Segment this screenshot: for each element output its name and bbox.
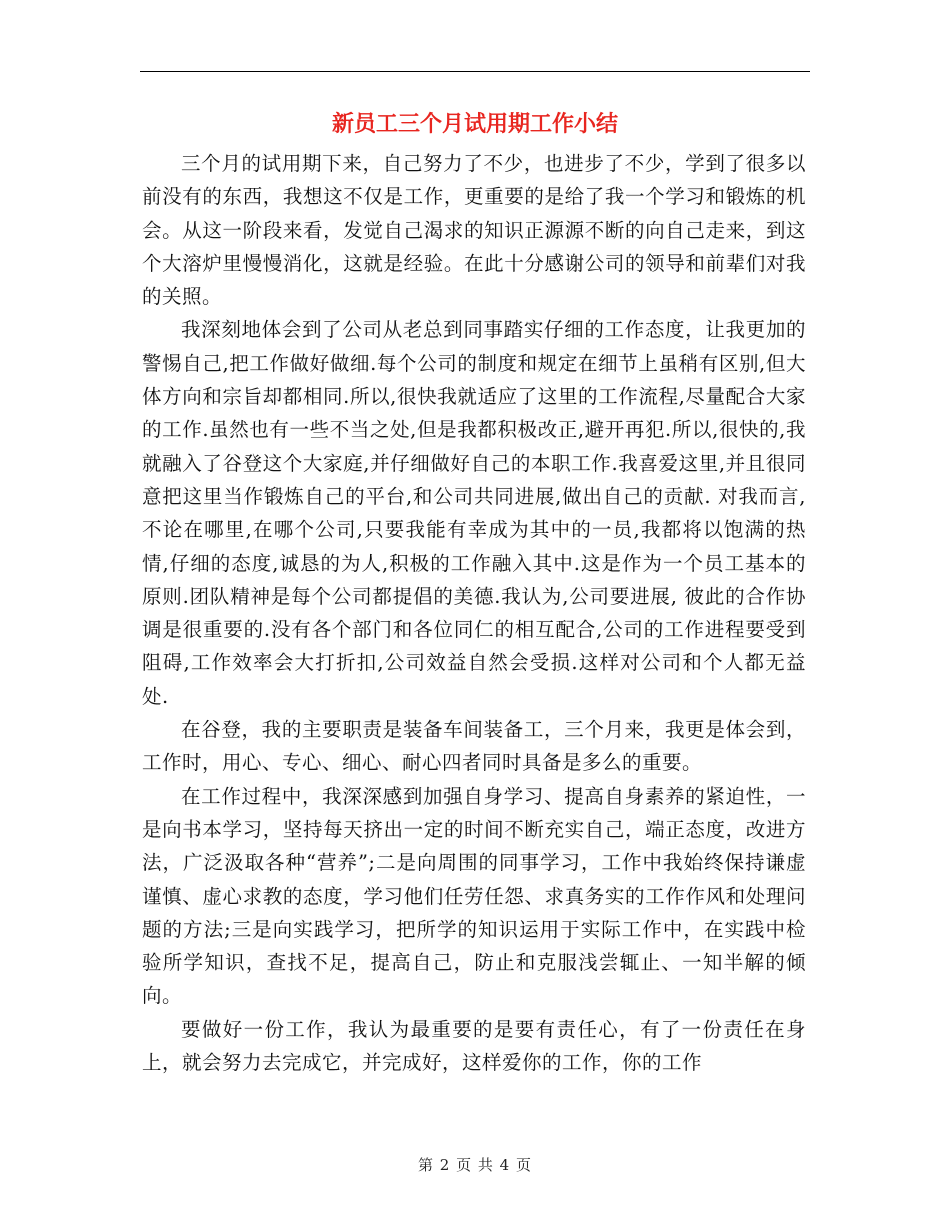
paragraph: 我深刻地体会到了公司从老总到同事踏实仔细的工作态度，让我更加的警惕自己,把工作做好做细.每个公司的制度和规定在细节上虽稍有区别,但大体方向和宗旨却都相同.所以,很快我就适应了这里的工作流程,尽量配合大家的工作.虽然也有一些不当之处,但是我都积极改正,避开再犯.所以,很快的,我就融入了谷登这个大家庭,并仔细做好自己的本职工作.我喜爱这里,并且很同意把这里当作锻炼自己的平台,和公司共同进展,做出自己的贡献. 对我而言,不论在哪里,在哪个公司,只要我能有幸成为其中的一员,我都将以饱满的热情,仔细的态度,诚恳的为人,积极的工作融入其中.这是作为一个员工基本的原则.团队精神是每个公司都提倡的美德.我认为,公司要进展, 彼此的合作协调是很重要的.没有各个部门和各位同仁的相互配合,公司的工作进程要受到阻碍,工作效率会大打折扣,公司效益自然会受损.这样对公司和个人都无益处. xyxy=(142,318,806,708)
document-title: 新员工三个月试用期工作小结 xyxy=(331,112,618,137)
paragraph: 在工作过程中，我深深感到加强自身学习、提高自身素养的紧迫性，一是向书本学习，坚持每天挤出一定的时间不断充实自己，端正态度，改进方法，广泛汲取各种“营养”;二是向周围的同事学习，工作中我始终保持谦虚谨慎、虚心求教的态度，学习他们任劳任怨、求真务实的工作作风和处理问题的方法;三是向实践学习，把所学的知识运用于实际工作中，在实践中检验所学知识，查找不足，提高自己，防止和克服浅尝辄止、一知半解的倾向。 xyxy=(142,784,806,1008)
header-rule xyxy=(140,71,810,72)
page-number: 第 2 页 共 4 页 xyxy=(418,1156,532,1174)
paragraph: 在谷登，我的主要职责是装备车间装备工，三个月来，我更是体会到，工作时，用心、专心、细心、耐心四者同时具备是多么的重要。 xyxy=(142,718,806,775)
document-body xyxy=(142,147,806,1079)
paragraph: 三个月的试用期下来，自己努力了不少，也进步了不少，学到了很多以前没有的东西，我想这不仅是工作，更重要的是给了我一个学习和锻炼的机会。从这一阶段来看，发觉自己渴求的知识正源源不断的向自己走来，到这个大溶炉里慢慢消化，这就是经验。在此十分感谢公司的领导和前辈们对我的关照。 xyxy=(142,152,806,309)
paragraph: 要做好一份工作，我认为最重要的是要有责任心，有了一份责任在身上，就会努力去完成它，并完成好，这样爱你的工作，你的工作 xyxy=(142,1017,806,1075)
